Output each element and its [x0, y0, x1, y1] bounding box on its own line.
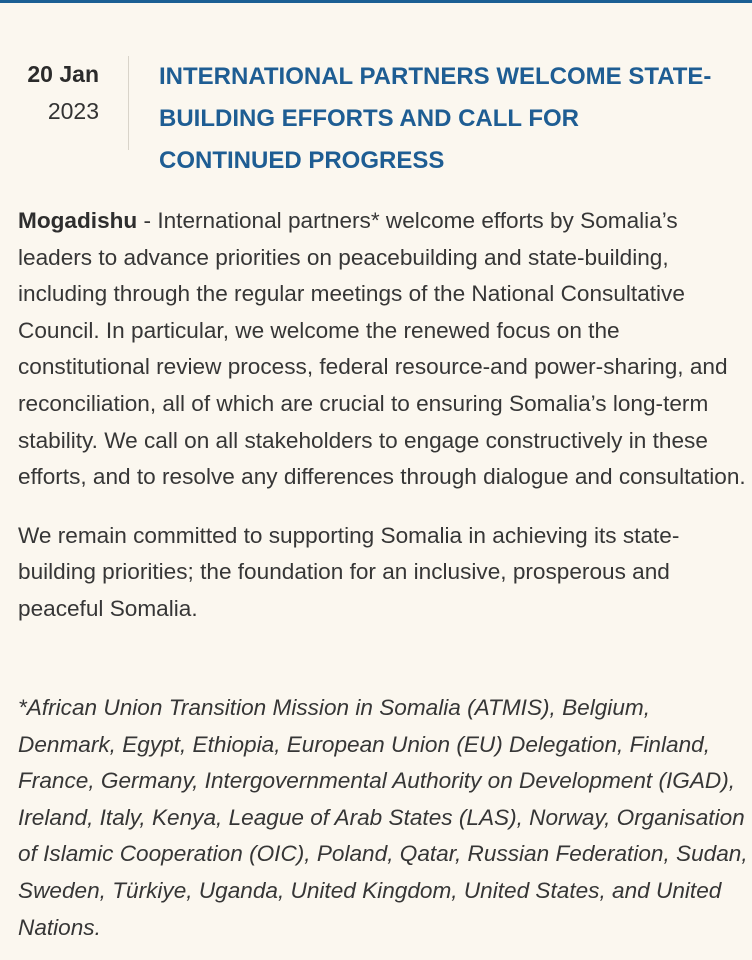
article-date: [0, 56, 129, 150]
date-year: 2023: [47, 98, 99, 124]
paragraph-1-text: - International partners* welcome efforts by Somalia’s leaders to advance priorities on peacebuilding and state-building, including through the regular meetings of the National Consultative Council. In particular, we welcome the renewed focus on the constitutional review process, federal resource-and power-sharing, and reconciliation, all of which are crucial to ensuring Somalia’s long-term stability. We call on all stakeholders to engage constructively in these efforts, and to resolve any differences through dialogue and consultation.: [18, 208, 746, 490]
headline-line: INTERNATIONAL PARTNERS WELCOME STATE-: [159, 63, 712, 90]
article-headline: [159, 56, 749, 182]
headline-line: BUILDING EFFORTS AND CALL FOR: [159, 105, 579, 132]
dateline: Mogadishu: [18, 208, 138, 233]
partners-footnote: *African Union Transition Mission in Somalia (ATMIS), Belgium, Denmark, Egypt, Ethiopia, European Union (EU) Delegation, Finland, France, Germany, Intergovernmental Authority on Development (IGAD), Ireland, Italy, Kenya, League of Arab States (LAS), Norway, Organisation of Islamic Cooperation (OIC), Poland, Qatar, Russian Federation, Sudan, Sweden, Türkiye, Uganda, United Kingdom, United States, and United Nations.: [18, 695, 748, 940]
article-body: [18, 203, 748, 650]
top-divider: [0, 0, 752, 3]
date-day: 20 Jan: [27, 61, 99, 87]
paragraph-1: [18, 203, 748, 496]
headline-line: CONTINUED PROGRESS: [159, 147, 445, 174]
article-header: [0, 56, 752, 186]
paragraph-2: We remain committed to supporting Somalia in achieving its state-building priorities; the foundation for an inclusive, prosperous and peaceful Somalia.: [18, 522, 680, 621]
